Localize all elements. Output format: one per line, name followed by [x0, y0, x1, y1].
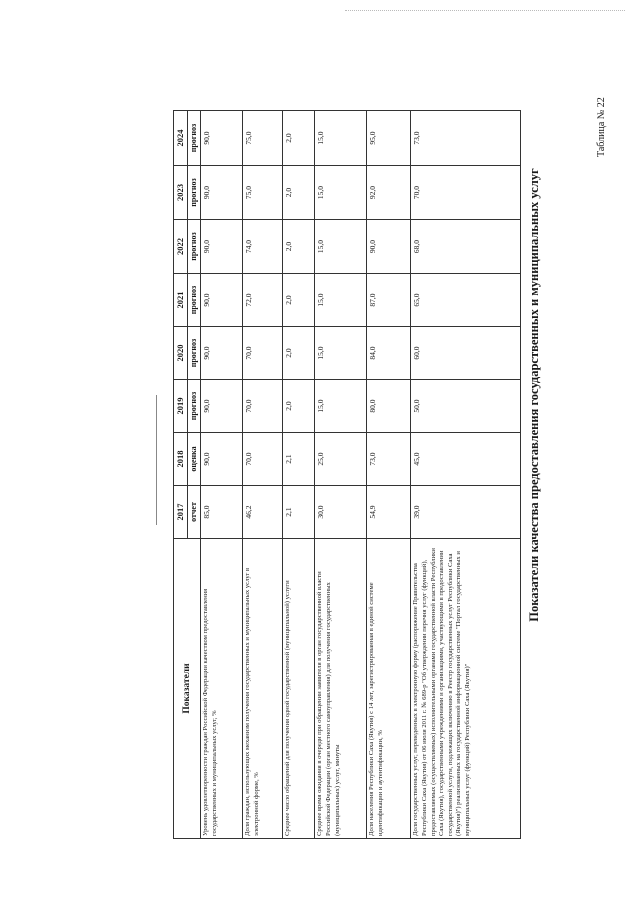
- indicator-name: Доля государственных услуг, переведенных в электронную форму (распоряжение Правительства Республики Саха (Якутия) от 06 июля 2011 г. № 689-р "Об утверждении перечня услуг (функций), предоставляемых (осуществляемых) исполнительными органами государственной власти Республики Саха (Якутия), государственными учреждениями и организациями, участвующими в предоставлении государственной услуги, подлежащих включению в Реестр государственных услуг Республики Саха (Якутия)") реализованных на государственной информационной системе "Портал государственных и муниципальных услуг (функций) Республики Саха (Якутия)": [411, 539, 521, 839]
- indicator-name: Среднее время ожидания в очереди при обращении заявителя в орган государственной власти Российской Федерации (орган местного самоуправления) для получения государственных (муниципальных) услуг, минуты: [315, 539, 367, 839]
- table-cell: 15,0: [315, 220, 367, 274]
- table-cell: 15,0: [315, 327, 367, 380]
- table-cell: 2,1: [283, 486, 315, 539]
- table-cell: 2,0: [283, 274, 315, 327]
- type-header: прогноз: [188, 166, 201, 220]
- table-cell: 60,0: [411, 327, 521, 380]
- indicators-table: [173, 110, 521, 839]
- table-row: [243, 111, 283, 839]
- table-cell: 90,0: [201, 111, 243, 166]
- table-cell: 90,0: [201, 220, 243, 274]
- year-header: 2019: [174, 380, 188, 433]
- year-header: 2024: [174, 111, 188, 166]
- header-row-years: [174, 111, 188, 839]
- table-cell: 39,0: [411, 486, 521, 539]
- table-cell: 72,0: [243, 274, 283, 327]
- table-cell: 15,0: [315, 166, 367, 220]
- type-header: оценка: [188, 433, 201, 486]
- type-header: прогноз: [188, 274, 201, 327]
- table-cell: 90,0: [201, 433, 243, 486]
- table-cell: 50,0: [411, 380, 521, 433]
- table-cell: 2,0: [283, 166, 315, 220]
- type-header: отчет: [188, 486, 201, 539]
- table-cell: 15,0: [315, 380, 367, 433]
- table-row: [411, 111, 521, 839]
- table-cell: 90,0: [201, 380, 243, 433]
- indicator-name: Уровень удовлетворенности граждан Российской Федерации качеством предоставления государственных и муниципальных услуг, %: [201, 539, 243, 839]
- table-cell: 90,0: [201, 166, 243, 220]
- table-cell: 68,0: [411, 220, 521, 274]
- table-cell: 70,0: [411, 166, 521, 220]
- table-cell: 46,2: [243, 486, 283, 539]
- year-header: 2023: [174, 166, 188, 220]
- table-row: [201, 111, 243, 839]
- table-cell: 85,0: [201, 486, 243, 539]
- table-cell: 90,0: [201, 327, 243, 380]
- table-cell: 2,0: [283, 220, 315, 274]
- table-cell: 2,0: [283, 380, 315, 433]
- table-cell: 45,0: [411, 433, 521, 486]
- table-cell: 70,0: [243, 380, 283, 433]
- table-row: [283, 111, 315, 839]
- table-row: [315, 111, 367, 839]
- table-cell: 70,0: [243, 327, 283, 380]
- year-header: 2021: [174, 274, 188, 327]
- table-cell: 54,9: [367, 486, 411, 539]
- table-cell: 73,0: [411, 111, 521, 166]
- year-header: 2017: [174, 486, 188, 539]
- divider-line: [156, 395, 157, 525]
- type-header: прогноз: [188, 380, 201, 433]
- page-title: Показатели качества предоставления государственных и муниципальных услуг: [527, 168, 541, 622]
- table-cell: 2,1: [283, 433, 315, 486]
- table-cell: 84,0: [367, 327, 411, 380]
- table-cell: 2,0: [283, 327, 315, 380]
- table-cell: 15,0: [315, 111, 367, 166]
- type-header: прогноз: [188, 220, 201, 274]
- table-cell: 92,0: [367, 166, 411, 220]
- type-header: прогноз: [188, 327, 201, 380]
- table-cell: 73,0: [367, 433, 411, 486]
- type-header: прогноз: [188, 111, 201, 166]
- table-cell: 87,0: [367, 274, 411, 327]
- table-cell: 70,0: [243, 433, 283, 486]
- table-cell: 75,0: [243, 111, 283, 166]
- indicator-name: Среднее число обращений для получения одной государственной (муниципальной) услуги: [283, 539, 315, 839]
- indicator-name: Доля граждан, использующих механизм получения государственных и муниципальных услуг в электронной форме, %: [243, 539, 283, 839]
- table-cell: 74,0: [243, 220, 283, 274]
- table-cell: 75,0: [243, 166, 283, 220]
- table-cell: 25,0: [315, 433, 367, 486]
- year-header: 2018: [174, 433, 188, 486]
- table-cell: 2,0: [283, 111, 315, 166]
- indicator-column-header: Показатели: [174, 539, 201, 839]
- table-cell: 90,0: [367, 220, 411, 274]
- year-header: 2022: [174, 220, 188, 274]
- year-header: 2020: [174, 327, 188, 380]
- table-cell: 95,0: [367, 111, 411, 166]
- table-cell: 65,0: [411, 274, 521, 327]
- table-cell: 80,0: [367, 380, 411, 433]
- table-cell: 90,0: [201, 274, 243, 327]
- table-cell: 15,0: [315, 274, 367, 327]
- table-number: Таблица № 22: [596, 97, 607, 157]
- table-row: [367, 111, 411, 839]
- indicator-name: Доля населения Республики Саха (Якутия) с 14 лет, зарегистрированная в единой системе идентификации и аутентификации, %: [367, 539, 411, 839]
- table-cell: 30,0: [315, 486, 367, 539]
